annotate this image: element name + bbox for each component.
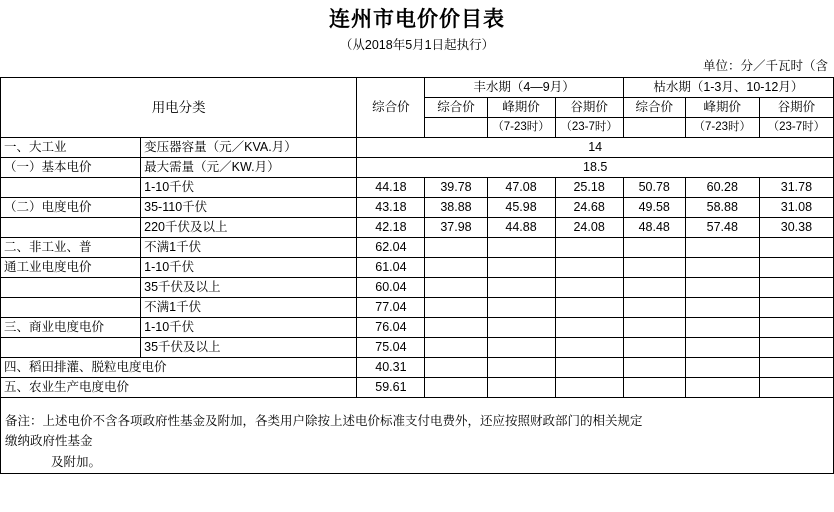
cell-wet-valley [555,238,623,258]
cell-dry-valley: 30.38 [759,218,833,238]
cell-dry-composite [623,278,685,298]
row-group-label: 五、农业生产电度电价 [1,378,357,398]
cell-wet-composite: 37.98 [425,218,487,238]
cell-composite: 42.18 [357,218,425,238]
cell-dry-peak [685,338,759,358]
cell-wet-valley: 24.08 [555,218,623,238]
table-row [1,318,834,338]
table-row [1,218,834,238]
row-sub-label: 35千伏及以上 [141,338,357,358]
row-sub-label: 1-10千伏 [141,318,357,338]
cell-wet-composite [425,318,487,338]
row-group-label: 一、大工业 [1,138,141,158]
cell-wet-peak [487,358,555,378]
cell-composite: 60.04 [357,278,425,298]
cell-wet-peak [487,258,555,278]
cell-composite: 40.31 [357,358,425,378]
cell-wet-peak [487,298,555,318]
cell-dry-composite [623,318,685,338]
cell-dry-peak [685,358,759,378]
cell-composite: 59.61 [357,378,425,398]
row-group-label [1,338,141,358]
cell-wet-valley: 24.68 [555,198,623,218]
cell-wet-composite [425,238,487,258]
row-sub-label: 不满1千伏 [141,238,357,258]
cell-dry-composite: 49.58 [623,198,685,218]
cell-wet-peak [487,238,555,258]
row-sub-label: 220千伏及以上 [141,218,357,238]
header-dry-composite: 综合价 [623,98,685,118]
header-dry-season: 枯水期（1-3月、10-12月） [623,78,833,98]
header-wet-peak: 峰期价 [487,98,555,118]
cell-wet-peak: 47.08 [487,178,555,198]
table-row [1,298,834,318]
table-row [1,378,834,398]
row-sub-label: 不满1千伏 [141,298,357,318]
cell-composite: 61.04 [357,258,425,278]
footnote-line-2: 缴纳政府性基金 [1,432,834,452]
cell-wet-composite [425,258,487,278]
header-category: 用电分类 [1,78,357,138]
cell-wet-valley [555,318,623,338]
cell-dry-peak: 60.28 [685,178,759,198]
row-merged-value: 18.5 [357,158,834,178]
cell-dry-valley [759,318,833,338]
cell-dry-composite [623,298,685,318]
row-sub-label: 35-110千伏 [141,198,357,218]
cell-composite: 77.04 [357,298,425,318]
row-sub-label: 1-10千伏 [141,258,357,278]
cell-dry-peak: 58.88 [685,198,759,218]
row-group-label [1,178,141,198]
row-group-label: 通工业电度电价 [1,258,141,278]
table-spacer-row [1,398,834,412]
row-group-label: （一）基本电价 [1,158,141,178]
row-group-label [1,278,141,298]
cell-wet-composite [425,378,487,398]
row-group-label [1,298,141,318]
header-wet-composite: 综合价 [425,98,487,118]
cell-dry-peak [685,378,759,398]
cell-composite: 75.04 [357,338,425,358]
cell-wet-peak [487,318,555,338]
page-subtitle: （从2018年5月1日起执行） [339,38,495,52]
cell-wet-valley [555,298,623,318]
footnote-row [1,432,834,452]
cell-dry-composite [623,258,685,278]
cell-dry-peak [685,298,759,318]
row-group-label: （二）电度电价 [1,198,141,218]
cell-wet-composite [425,278,487,298]
cell-dry-valley: 31.78 [759,178,833,198]
spacer-cell [1,398,834,412]
header-wet-peak-time: （7-23时） [487,118,555,138]
cell-dry-peak [685,278,759,298]
table-row [1,158,834,178]
cell-composite: 62.04 [357,238,425,258]
price-table [0,77,834,474]
row-sub-label: 最大需量（元／KW.月） [141,158,357,178]
cell-wet-peak: 44.88 [487,218,555,238]
header-wet-valley-time: （23-7时） [555,118,623,138]
table-row [1,178,834,198]
unit-note: 单位：分／千瓦时（含 [702,59,828,73]
row-merged-value: 14 [357,138,834,158]
row-group-label: 四、稻田排灌、脱粒电度电价 [1,358,357,378]
header-wet-composite-time [425,118,487,138]
cell-dry-valley [759,378,833,398]
header-composite: 综合价 [357,78,425,138]
cell-wet-valley: 25.18 [555,178,623,198]
cell-dry-composite [623,338,685,358]
table-row [1,258,834,278]
row-sub-label: 变压器容量（元／KVA.月） [141,138,357,158]
row-group-label: 三、商业电度电价 [1,318,141,338]
page-title: 连州市电价价目表 [329,8,505,31]
cell-wet-composite: 38.88 [425,198,487,218]
cell-dry-peak: 57.48 [685,218,759,238]
cell-dry-peak [685,318,759,338]
table-header-row-1 [1,78,834,98]
cell-dry-peak [685,258,759,278]
footnote-row [1,412,834,432]
footnote-row [1,452,834,474]
cell-wet-valley [555,358,623,378]
cell-wet-valley [555,338,623,358]
cell-wet-valley [555,258,623,278]
header-dry-peak: 峰期价 [685,98,759,118]
footnote-line-1: 备注：上述电价不含各项政府性基金及附加，各类用户除按上述电价标准支付电费外，还应按照财政部门的相关规定 [1,412,834,432]
cell-wet-peak [487,378,555,398]
header-dry-valley-time: （23-7时） [759,118,833,138]
cell-dry-composite [623,358,685,378]
row-sub-label: 1-10千伏 [141,178,357,198]
table-row [1,238,834,258]
cell-wet-composite [425,338,487,358]
cell-composite: 43.18 [357,198,425,218]
header-wet-season: 丰水期（4—9月） [425,78,623,98]
cell-composite: 44.18 [357,178,425,198]
table-row [1,338,834,358]
cell-wet-peak [487,338,555,358]
cell-dry-valley [759,278,833,298]
cell-dry-valley [759,338,833,358]
cell-dry-composite: 50.78 [623,178,685,198]
cell-dry-composite [623,238,685,258]
table-row [1,358,834,378]
cell-dry-valley [759,258,833,278]
cell-wet-composite: 39.78 [425,178,487,198]
table-row [1,198,834,218]
cell-dry-valley [759,298,833,318]
table-row [1,138,834,158]
row-sub-label: 35千伏及以上 [141,278,357,298]
header-dry-peak-time: （7-23时） [685,118,759,138]
footnote-line-3: 及附加。 [1,452,834,474]
cell-wet-valley [555,378,623,398]
header-dry-composite-time [623,118,685,138]
cell-dry-valley [759,238,833,258]
cell-wet-peak: 45.98 [487,198,555,218]
header-dry-valley: 谷期价 [759,98,833,118]
cell-dry-valley: 31.08 [759,198,833,218]
cell-wet-valley [555,278,623,298]
row-group-label: 二、非工业、普 [1,238,141,258]
cell-wet-composite [425,358,487,378]
cell-composite: 76.04 [357,318,425,338]
cell-dry-valley [759,358,833,378]
cell-wet-composite [425,298,487,318]
row-group-label [1,218,141,238]
cell-dry-peak [685,238,759,258]
table-row [1,278,834,298]
cell-dry-composite [623,378,685,398]
header-wet-valley: 谷期价 [555,98,623,118]
cell-wet-peak [487,278,555,298]
cell-dry-composite: 48.48 [623,218,685,238]
